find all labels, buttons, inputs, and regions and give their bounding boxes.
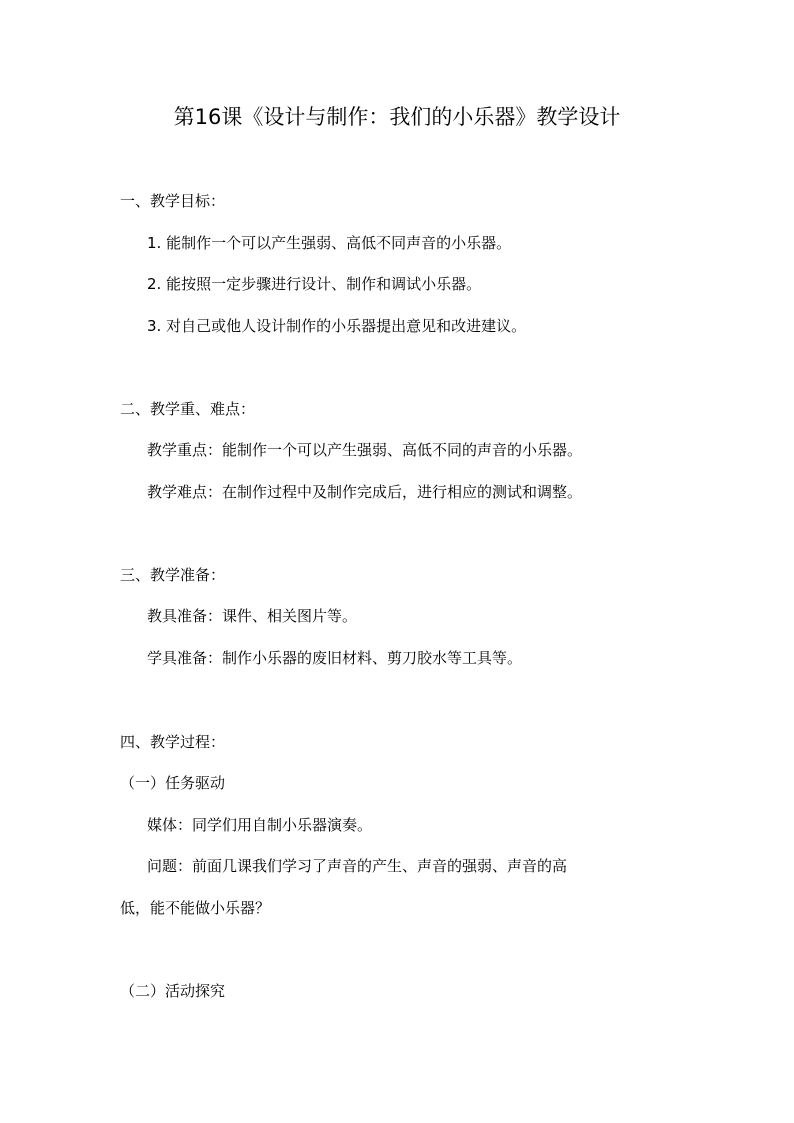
subsection-heading-task: （一）任务驱动 (120, 774, 226, 792)
objective-item-1: 1. 能制作一个可以产生强弱、高低不同声音的小乐器。 (147, 234, 512, 252)
section-heading-process: 四、教学过程： (120, 733, 226, 751)
teacher-preparation-text: 教具准备：课件、相关图片等。 (147, 607, 358, 625)
subsection-heading-activity: （二）活动探究 (120, 982, 226, 1000)
difficulty-text: 教学难点：在制作过程中及制作完成后，进行相应的测试和调整。 (147, 483, 583, 501)
section-heading-preparation: 三、教学准备： (120, 566, 226, 584)
section-heading-objectives: 一、教学目标： (120, 192, 226, 210)
section-heading-key-points: 二、教学重、难点： (120, 400, 256, 418)
question-text-line-1: 问题：前面几课我们学习了声音的产生、声音的强弱、声音的高 (147, 857, 568, 875)
media-text: 媒体：同学们用自制小乐器演奏。 (147, 816, 373, 834)
page-title: 第16课《设计与制作：我们的小乐器》教学设计 (173, 105, 621, 129)
question-text-line-2: 低，能不能做小乐器？ (120, 899, 271, 917)
objective-item-3: 3. 对自己或他人设计制作的小乐器提出意见和改进建议。 (147, 317, 527, 335)
objective-item-2: 2. 能按照一定步骤进行设计、制作和调试小乐器。 (147, 275, 482, 293)
key-point-text: 教学重点：能制作一个可以产生强弱、高低不同的声音的小乐器。 (147, 441, 583, 459)
student-preparation-text: 学具准备：制作小乐器的废旧材料、剪刀胶水等工具等。 (147, 649, 523, 667)
